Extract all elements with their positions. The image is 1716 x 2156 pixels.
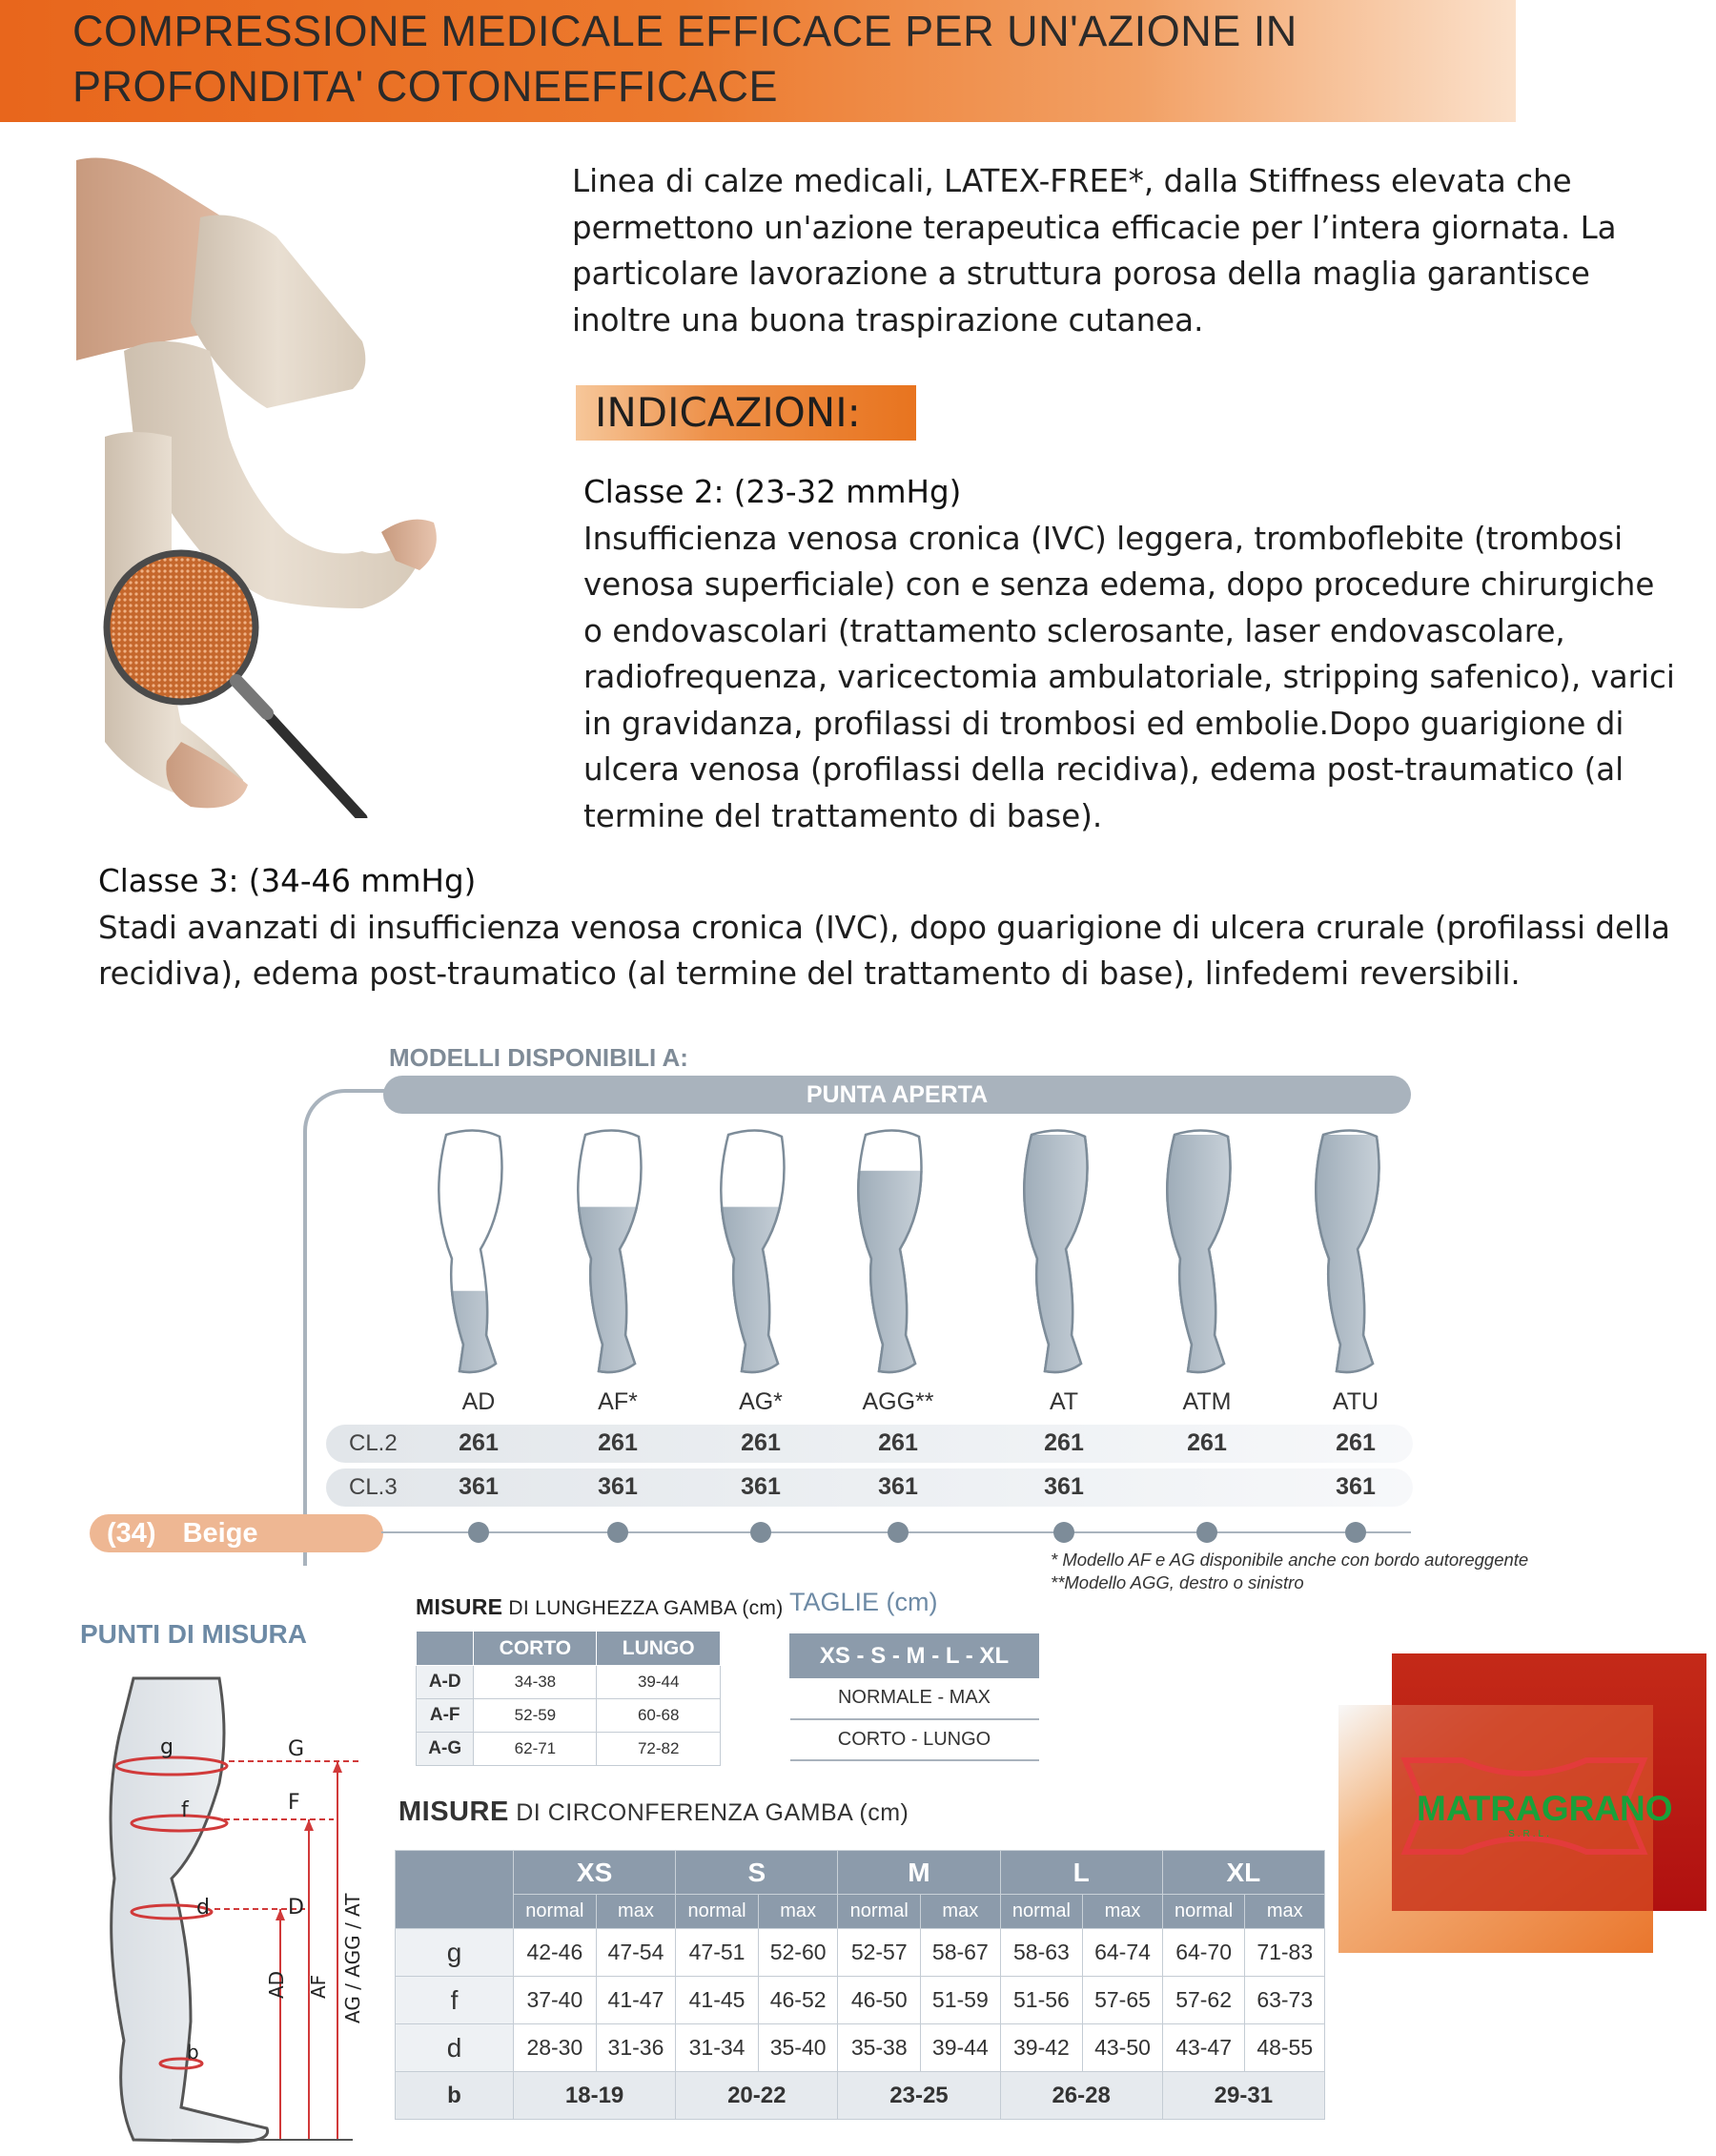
classe2-section bbox=[583, 469, 1680, 839]
circ-cell: 31-34 bbox=[676, 2024, 759, 2072]
table-row bbox=[396, 2024, 1325, 2072]
classe3-title: Classe 3: (34-46 mmHg) bbox=[98, 863, 477, 899]
circ-title-rest: DI CIRCONFERENZA GAMBA (cm) bbox=[508, 1799, 909, 1826]
punta-aperta-bar: PUNTA APERTA bbox=[383, 1076, 1411, 1114]
cl2-value: 261 bbox=[878, 1429, 918, 1456]
page-title-line2: PROFONDITA' COTONEEFFICACE bbox=[72, 62, 778, 111]
taglie-title: TAGLIE (cm) bbox=[789, 1588, 938, 1616]
page-title-line1: COMPRESSIONE MEDICALE EFFICACE PER UN'AZIONE IN bbox=[72, 7, 1297, 55]
classe3-body: Stadi avanzati di insufficienza venosa cronica (IVC), dopo guarigione di ulcera crurale (profilassi della recidiva), edema post-traumatico (al termine del trattamento di base), linfedemi reversibili. bbox=[98, 909, 1670, 992]
circ-cell: 47-54 bbox=[596, 1929, 675, 1977]
length-corner bbox=[417, 1632, 474, 1666]
circ-cell: 52-57 bbox=[838, 1929, 921, 1977]
color-code: (34) bbox=[107, 1518, 156, 1549]
cl2-value: 261 bbox=[1336, 1429, 1376, 1456]
circ-cell: 43-50 bbox=[1083, 2024, 1162, 2072]
cl3-value: 361 bbox=[741, 1473, 781, 1500]
measure-point-g: g bbox=[160, 1735, 174, 1759]
leg-illustration bbox=[721, 1130, 784, 1372]
punti-di-misura-title: PUNTI DI MISURA bbox=[80, 1619, 307, 1649]
model-name-atu: ATU bbox=[1332, 1388, 1379, 1415]
sub-header: max bbox=[1245, 1895, 1325, 1929]
cl3-value: 361 bbox=[878, 1473, 918, 1500]
color-dot bbox=[1345, 1522, 1366, 1543]
circ-title-bold: MISURE bbox=[398, 1797, 509, 1827]
measure-point-b: b bbox=[187, 2041, 199, 2064]
leg-illustration bbox=[1316, 1130, 1379, 1372]
measurement-leg-diagram bbox=[76, 1659, 381, 2146]
indicazioni-heading-box bbox=[576, 385, 916, 441]
circ-cell: 64-70 bbox=[1162, 1929, 1245, 1977]
intro-paragraph: Linea di calze medicali, LATEX-FREE*, dalla Stiffness elevata che permettono un'azione terapeutica efficacie per l’intera giornata. La particolare lavorazione a struttura porosa della maglia garantisce inoltre una buona traspirazione cutanea. bbox=[572, 163, 1617, 339]
length-cell: A-D bbox=[417, 1666, 474, 1699]
table-row bbox=[396, 2072, 1325, 2120]
leg-illustration bbox=[439, 1130, 501, 1372]
row-label: g bbox=[396, 1929, 514, 1977]
measure-point-d: d bbox=[196, 1896, 210, 1920]
length-cell: 34-38 bbox=[474, 1666, 597, 1699]
length-table bbox=[416, 1631, 721, 1766]
logo-name: MATRAGRANO bbox=[1417, 1789, 1673, 1828]
circ-cell: 20-22 bbox=[676, 2072, 838, 2120]
page-title bbox=[72, 4, 1502, 114]
length-cell: 60-68 bbox=[597, 1699, 721, 1733]
circ-cell: 41-47 bbox=[596, 1977, 675, 2024]
length-title-rest: DI LUNGHEZZA GAMBA (cm) bbox=[502, 1597, 784, 1619]
circ-cell: 29-31 bbox=[1162, 2072, 1324, 2120]
cl2-value: 261 bbox=[1187, 1429, 1227, 1456]
sub-header: normal bbox=[1000, 1895, 1083, 1929]
table-row bbox=[396, 1977, 1325, 2024]
table-row bbox=[417, 1733, 721, 1766]
sub-header: max bbox=[758, 1895, 837, 1929]
circ-cell: 39-42 bbox=[1000, 2024, 1083, 2072]
classe3-section bbox=[98, 858, 1681, 997]
length-cell: A-F bbox=[417, 1699, 474, 1733]
sub-header: max bbox=[1083, 1895, 1162, 1929]
circ-cell: 48-55 bbox=[1245, 2024, 1325, 2072]
sub-header: max bbox=[921, 1895, 1000, 1929]
measure-point-F: F bbox=[288, 1791, 300, 1815]
cl3-label: CL.3 bbox=[349, 1474, 398, 1500]
circ-cell: 31-36 bbox=[596, 2024, 675, 2072]
cl2-label: CL.2 bbox=[349, 1430, 398, 1456]
table-row bbox=[417, 1699, 721, 1733]
footnote-agg: **Modello AGG, destro o sinistro bbox=[1051, 1572, 1304, 1592]
length-cell: 72-82 bbox=[597, 1733, 721, 1766]
length-cell: A-G bbox=[417, 1733, 474, 1766]
table-row bbox=[417, 1666, 721, 1699]
logo-sub: S.R.L. bbox=[1508, 1829, 1552, 1839]
circ-cell: 58-63 bbox=[1000, 1929, 1083, 1977]
row-label: b bbox=[396, 2072, 514, 2120]
model-name-at: AT bbox=[1049, 1388, 1079, 1415]
circ-cell: 64-74 bbox=[1083, 1929, 1162, 1977]
color-dot bbox=[1196, 1522, 1217, 1543]
sub-header: normal bbox=[514, 1895, 597, 1929]
taglie-row: NORMALE - MAX bbox=[790, 1678, 1039, 1719]
cl3-value: 361 bbox=[598, 1473, 638, 1500]
modelli-title: MODELLI DISPONIBILI A: bbox=[389, 1043, 688, 1072]
sub-header: normal bbox=[838, 1895, 921, 1929]
circ-cell: 35-38 bbox=[838, 2024, 921, 2072]
size-header: XL bbox=[1162, 1851, 1324, 1895]
circ-cell: 71-83 bbox=[1245, 1929, 1325, 1977]
circ-cell: 37-40 bbox=[514, 1977, 597, 2024]
sub-header: max bbox=[596, 1895, 675, 1929]
circ-cell: 43-47 bbox=[1162, 2024, 1245, 2072]
circ-cell: 41-45 bbox=[676, 1977, 759, 2024]
color-dot bbox=[1053, 1522, 1074, 1543]
circ-cell: 51-56 bbox=[1000, 1977, 1083, 2024]
model-name-ag: AG* bbox=[739, 1388, 783, 1415]
size-header: M bbox=[838, 1851, 1000, 1895]
circ-cell: 46-50 bbox=[838, 1977, 921, 2024]
circ-cell: 57-65 bbox=[1083, 1977, 1162, 2024]
row-label: f bbox=[396, 1977, 514, 2024]
size-header: L bbox=[1000, 1851, 1162, 1895]
model-footnotes bbox=[1051, 1549, 1661, 1594]
circ-cell: 23-25 bbox=[838, 2072, 1000, 2120]
circ-cell: 42-46 bbox=[514, 1929, 597, 1977]
leg-illustration bbox=[1024, 1130, 1087, 1372]
length-cell: 39-44 bbox=[597, 1666, 721, 1699]
sub-header: normal bbox=[676, 1895, 759, 1929]
color-name: Beige bbox=[182, 1518, 258, 1549]
taglie-table bbox=[789, 1633, 1039, 1761]
footnote-af-ag: * Modello AF e AG disponibile anche con bordo autoreggente bbox=[1051, 1550, 1529, 1570]
measure-point-f: f bbox=[181, 1798, 189, 1822]
circ-cell: 57-62 bbox=[1162, 1977, 1245, 2024]
row-label: d bbox=[396, 2024, 514, 2072]
color-dot bbox=[468, 1522, 489, 1543]
size-header: S bbox=[676, 1851, 838, 1895]
circ-cell: 63-73 bbox=[1245, 1977, 1325, 2024]
circumference-table-title bbox=[398, 1797, 909, 1828]
circ-cell: 39-44 bbox=[921, 2024, 1000, 2072]
taglie-row: CORTO - LUNGO bbox=[790, 1719, 1039, 1760]
size-header: XS bbox=[514, 1851, 676, 1895]
classe2-body: Insufficienza venosa cronica (IVC) leggera, tromboflebite (trombosi venosa superficiale) con e senza edema, dopo procedure chirurgiche o endovascolari (trattamento sclerosante, laser endovascolare, radiofrequenza, varicectomia ambulatoriale, stripping safenico), varici in gravidanza, profilassi di trombosi ed embolie.Dopo guarigione di ulcera venosa (profilassi della recidiva), edema post-traumatico (al termine del trattamento di base). bbox=[583, 520, 1675, 834]
length-title-bold: MISURE bbox=[416, 1594, 503, 1619]
circ-cell: 28-30 bbox=[514, 2024, 597, 2072]
length-table-title bbox=[416, 1594, 784, 1620]
length-cell: 52-59 bbox=[474, 1699, 597, 1733]
length-header-lungo: LUNGO bbox=[597, 1632, 721, 1666]
table-row bbox=[396, 1929, 1325, 1977]
cl2-value: 261 bbox=[598, 1429, 638, 1456]
leg-illustration bbox=[858, 1130, 921, 1372]
circ-cell: 35-40 bbox=[758, 2024, 837, 2072]
circ-cell: 18-19 bbox=[514, 2072, 676, 2120]
circ-cell: 58-67 bbox=[921, 1929, 1000, 1977]
stocking-product-image bbox=[76, 151, 505, 818]
measure-point-D: D bbox=[288, 1896, 304, 1920]
circ-cell: 46-52 bbox=[758, 1977, 837, 2024]
taglie-header: XS - S - M - L - XL bbox=[790, 1634, 1039, 1678]
indicazioni-heading: INDICAZIONI: bbox=[595, 389, 861, 436]
cl2-value: 261 bbox=[741, 1429, 781, 1456]
circ-corner bbox=[396, 1851, 514, 1929]
leg-illustration bbox=[578, 1130, 641, 1372]
header-banner bbox=[0, 0, 1516, 122]
cl3-value: 361 bbox=[1044, 1473, 1084, 1500]
color-dot bbox=[750, 1522, 771, 1543]
model-name-agg: AGG** bbox=[862, 1388, 934, 1415]
circ-cell: 47-51 bbox=[676, 1929, 759, 1977]
circumference-table bbox=[395, 1850, 1325, 2120]
measure-point-G: G bbox=[288, 1737, 305, 1761]
vertical-label-ag-agg-at: AG / AGG / AT bbox=[341, 1893, 364, 2023]
circ-cell: 51-59 bbox=[921, 1977, 1000, 2024]
length-header-corto: CORTO bbox=[474, 1632, 597, 1666]
cl3-value: 361 bbox=[1336, 1473, 1376, 1500]
cl3-value: 361 bbox=[459, 1473, 499, 1500]
circ-cell: 26-28 bbox=[1000, 2072, 1162, 2120]
cl2-value: 261 bbox=[459, 1429, 499, 1456]
color-dot bbox=[607, 1522, 628, 1543]
model-name-ad: AD bbox=[461, 1388, 496, 1415]
sub-header: normal bbox=[1162, 1895, 1245, 1929]
cl2-value: 261 bbox=[1044, 1429, 1084, 1456]
vertical-label-ad: AD bbox=[265, 1970, 288, 1999]
model-name-af: AF* bbox=[598, 1388, 638, 1415]
vertical-label-af: AF bbox=[307, 1974, 330, 1999]
length-cell: 62-71 bbox=[474, 1733, 597, 1766]
color-beige-pill bbox=[90, 1514, 383, 1552]
circ-cell: 52-60 bbox=[758, 1929, 837, 1977]
leg-illustration bbox=[1167, 1130, 1230, 1372]
model-name-atm: ATM bbox=[1182, 1388, 1232, 1415]
color-dot bbox=[888, 1522, 909, 1543]
classe2-title: Classe 2: (23-32 mmHg) bbox=[583, 474, 962, 510]
model-leg-illustrations bbox=[410, 1125, 1420, 1383]
